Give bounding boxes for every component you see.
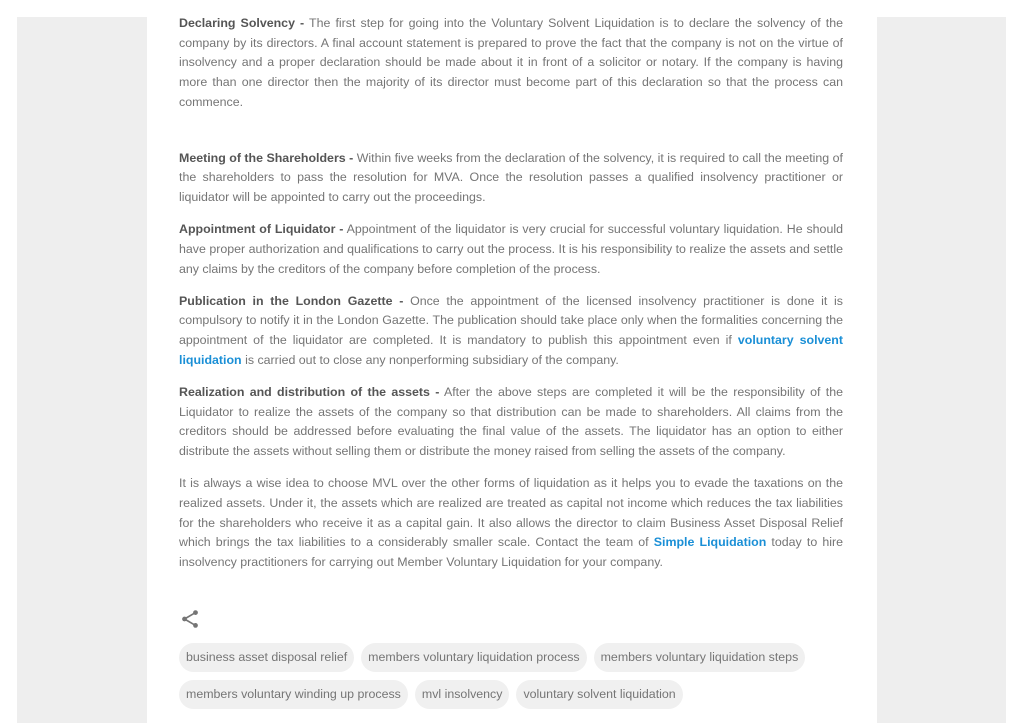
label-chip[interactable]: members voluntary winding up process [179, 680, 408, 709]
label-chip[interactable]: members voluntary liquidation process [361, 643, 586, 672]
voluntary-solvent-liquidation-link[interactable]: voluntary solvent liquidation [179, 333, 843, 367]
paragraph-heading: Appointment of Liquidator - [179, 222, 344, 237]
paragraph-text: Within five weeks from the declaration of the solvency, it is required to call the meeting of the shareholders to pass the resolution for MVA. Once the resolution passes a qualified insolvency practitioner or liquidator will be appointed to carry out the proceedings. [179, 150, 843, 204]
label-chip[interactable]: members voluntary liquidation steps [594, 643, 806, 672]
paragraph-text: The first step for going into the Voluntary Solvent Liquidation is to declare the solvency of the company by its directors. A final account statement is prepared to prove the fact that the company is not on the virtue of insolvency and a proper declaration should be made about it in front of a solicitor or notary. If the company is having more than one director then the majority of its director must become part of this declaration so that the process can commence. [179, 16, 843, 109]
share-icon [179, 608, 201, 630]
post-labels [179, 643, 843, 709]
paragraph-london-gazette [179, 292, 843, 371]
paragraph-text: is carried out to close any nonperforming subsidiary of the company. [241, 352, 619, 367]
simple-liquidation-link[interactable]: Simple Liquidation [653, 535, 767, 550]
paragraph-realization-distribution [179, 383, 843, 462]
paragraph-text: It is always a wise idea to choose MVL over the other forms of liquidation as it helps you to evade the taxations on the realized assets. Under it, the assets which are realized are treated as capital not income which reduces the tax liabilities for the shareholders who receive it as a capital gain. It also allows the director to claim Business Asset Disposal Relief which brings the tax liabilities to a considerably smaller scale. Contact the team of [179, 476, 843, 550]
paragraph-heading: Realization and distribution of the assets - [179, 385, 440, 400]
paragraph-heading: Meeting of the Shareholders - [179, 150, 354, 165]
share-button[interactable] [179, 608, 201, 630]
paragraph-text: today to hire insolvency practitioners for carrying out Member Voluntary Liquidation for your company. [179, 535, 844, 570]
paragraph-appointment-liquidator [179, 220, 843, 279]
post-body [179, 14, 843, 585]
paragraph-declaring-solvency [179, 14, 843, 113]
paragraph-text: Once the appointment of the licensed insolvency practitioner is done it is compulsory to notify it in the London Gazette. The publication should take place only when the formalities concerning the appointment of the liquidator are completed. It is mandatory to publish this appointment even if [179, 293, 843, 348]
paragraph-text: After the above steps are completed it will be the responsibility of the Liquidator to realize the assets of the company so that distribution can be made to shareholders. All claims from the creditors should be addressed before evaluating the final value of the assets. The liquidator has an option to either distribute the assets without selling them or distribute the money raised from selling the assets of the company. [179, 385, 843, 459]
paragraph-heading: Publication in the London Gazette - [179, 293, 404, 308]
paragraph-conclusion [179, 474, 843, 573]
label-chip[interactable]: mvl insolvency [415, 680, 510, 709]
label-chip[interactable]: voluntary solvent liquidation [516, 680, 682, 709]
label-chip[interactable]: business asset disposal relief [179, 643, 354, 672]
paragraph-text: Appointment of the liquidator is very crucial for successful voluntary liquidation. He should have proper authorization and qualifications to carry out the process. It is his responsibility to realize the assets and settle any claims by the creditors of the company before completion of the process. [179, 222, 843, 276]
paragraph-heading: Declaring Solvency - [179, 16, 305, 30]
paragraph-meeting-shareholders [179, 149, 843, 208]
